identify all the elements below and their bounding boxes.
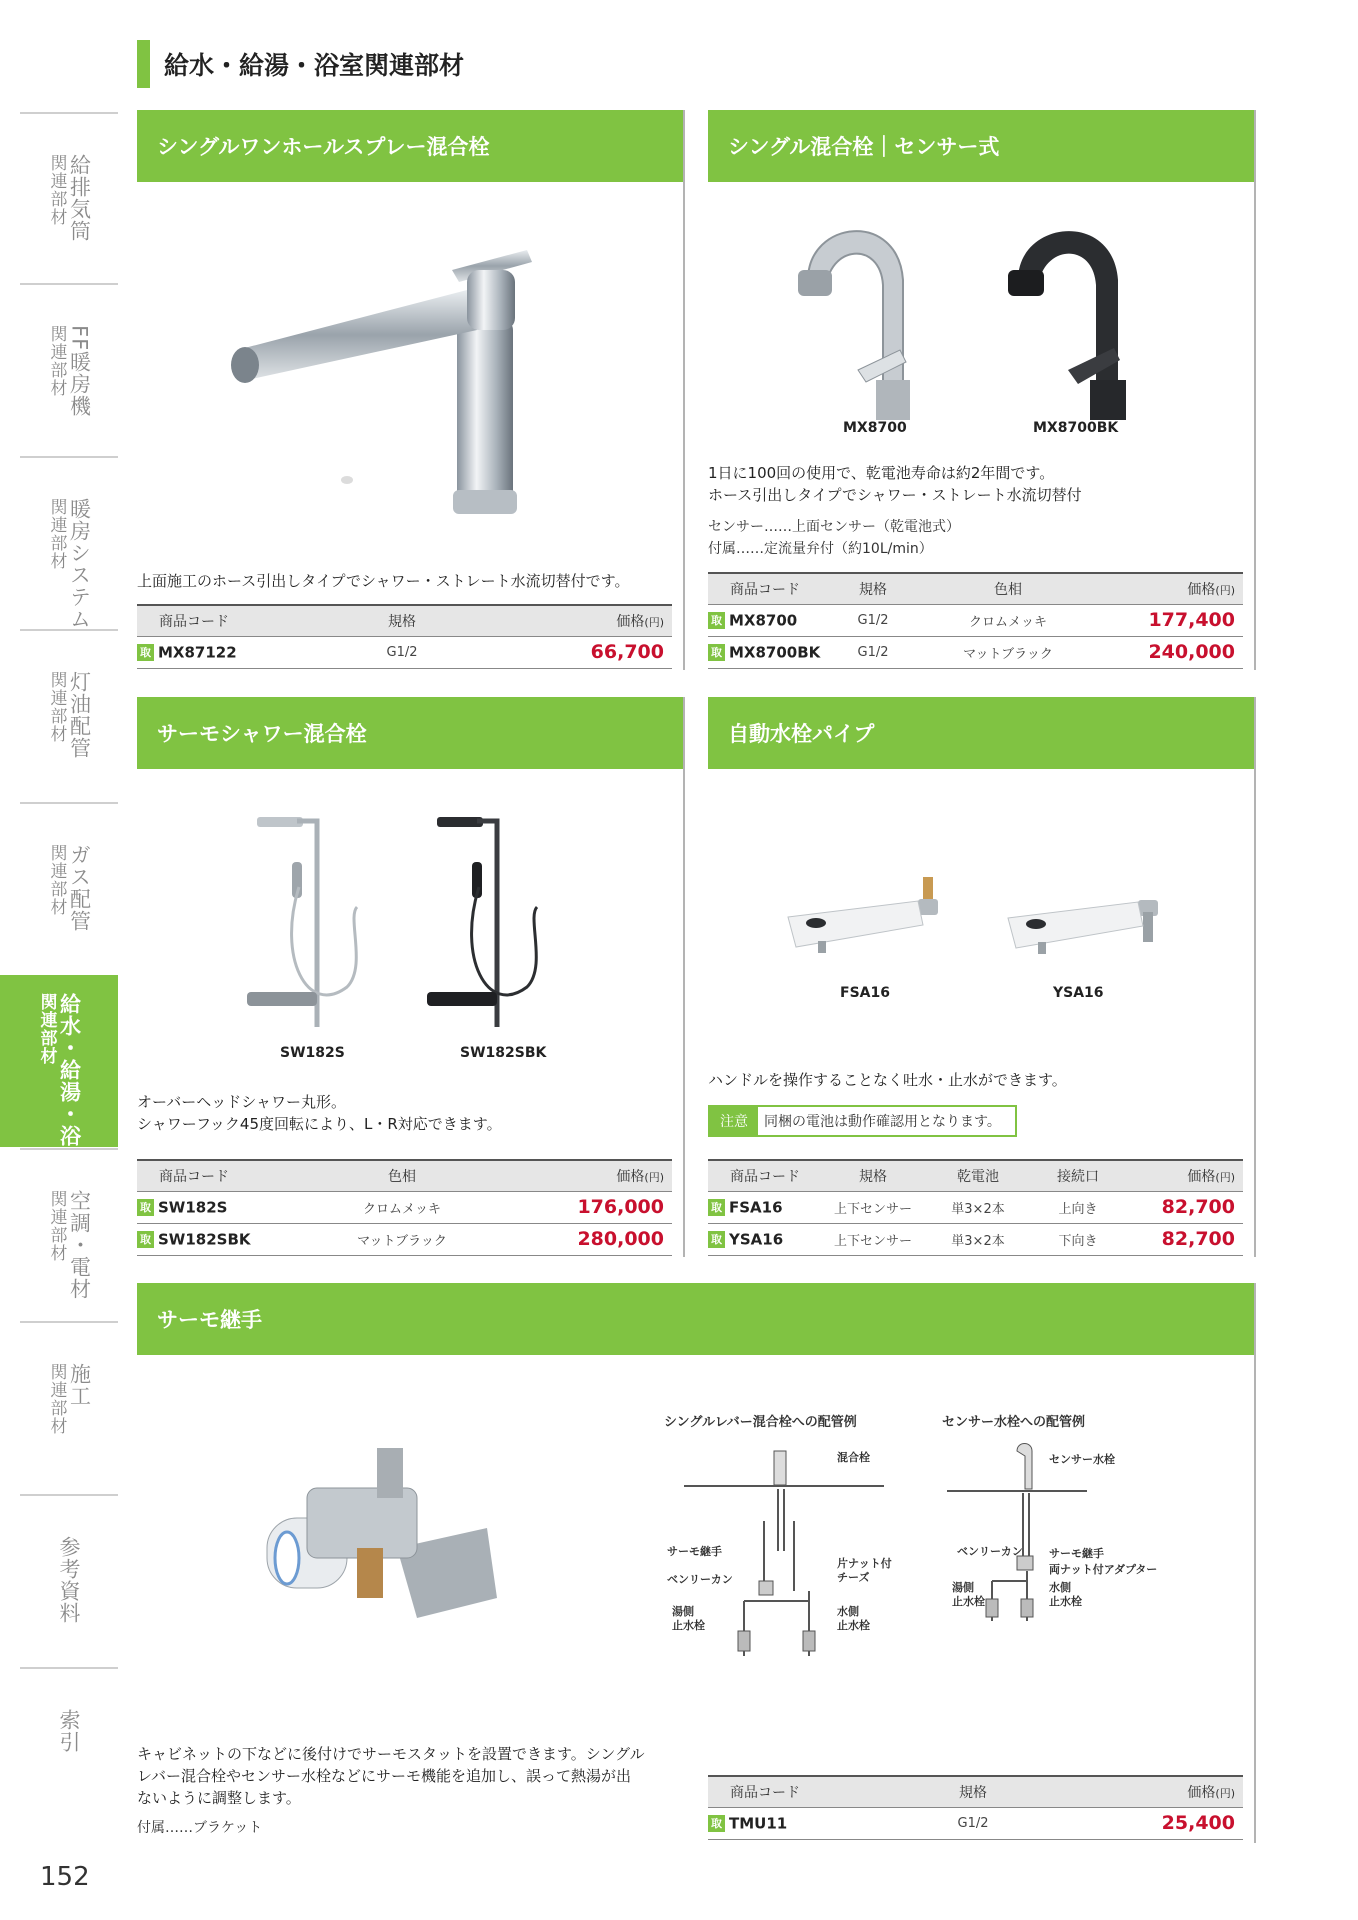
- product-description: 1日に100回の使用で、乾電池寿命は約2年間です。 ホース引出しタイプでシャワー・ストレート水流切替付: [708, 464, 1082, 504]
- faucet-black-photo: [998, 200, 1148, 420]
- tori-badge: 取: [708, 1199, 725, 1216]
- tori-badge: 取: [137, 1199, 154, 1216]
- shower-black-photo: [427, 807, 567, 1037]
- page-number: 152: [40, 1862, 90, 1892]
- model-label: SW182S: [280, 1045, 345, 1061]
- table-row[interactable]: [708, 636, 1243, 668]
- side-nav-sublabel: 関連部材: [46, 325, 67, 397]
- model-label: FSA16: [840, 985, 890, 1001]
- product-code: 取 YSA16: [708, 1223, 818, 1255]
- model-label: MX8700BK: [1033, 420, 1119, 436]
- diagram-label: 水側 止水栓: [1049, 1581, 1082, 1608]
- panel-title: 自動水栓パイプ: [708, 697, 1254, 769]
- side-nav-sublabel: 関連部材: [46, 844, 67, 916]
- product-code: 取 SW182SBK: [137, 1223, 307, 1255]
- product-price: 240,000: [1108, 636, 1243, 668]
- tori-badge: 取: [708, 1815, 725, 1832]
- notice-box: [708, 1105, 1017, 1137]
- side-nav-label: 暖房システム: [67, 498, 92, 630]
- panel-auto-pipe: [708, 697, 1256, 1257]
- model-label: MX8700: [843, 420, 907, 436]
- product-port: 下向き: [1028, 1223, 1128, 1255]
- product-color: マットブラック: [908, 636, 1108, 668]
- faucet-chrome-photo: [788, 200, 928, 420]
- pipe-ysa16-photo: [998, 882, 1168, 957]
- header-port: 接続口: [1028, 1160, 1128, 1191]
- spec-table: [708, 572, 1243, 669]
- spec-table: [137, 1159, 672, 1256]
- product-code: 取 MX8700: [708, 604, 838, 636]
- diagram-label: サーモ継手: [667, 1545, 722, 1558]
- panel-title: サーモ継手: [137, 1283, 1254, 1355]
- header-code: 商品コード: [708, 573, 838, 604]
- side-nav-label: 給排気筒: [67, 154, 92, 242]
- product-price: 82,700: [1128, 1223, 1243, 1255]
- spec-table: [137, 604, 672, 669]
- header-code: 商品コード: [137, 1160, 307, 1191]
- side-nav-item-index[interactable]: [20, 1667, 118, 1787]
- panel-single-one-hole: [137, 110, 685, 670]
- product-spec: 上下センサー: [818, 1191, 928, 1223]
- product-spec: G1/2: [838, 604, 908, 636]
- table-header-row: [708, 1160, 1243, 1191]
- page-header: [137, 40, 464, 88]
- product-price: 176,000: [497, 1191, 672, 1223]
- header-price: 価格(円): [497, 1160, 672, 1191]
- side-nav-sublabel: 関連部材: [46, 1190, 67, 1262]
- header-code: 商品コード: [708, 1160, 818, 1191]
- thermo-joint-photo: [247, 1448, 507, 1628]
- diagram-label: 水側 止水栓: [837, 1605, 870, 1632]
- panel-thermo-shower: [137, 697, 685, 1257]
- side-nav-item-ff-heater[interactable]: [20, 283, 118, 455]
- header-price: 価格(円): [1128, 1160, 1243, 1191]
- shower-chrome-photo: [247, 807, 387, 1037]
- side-nav-label: 参考資料: [57, 1536, 81, 1624]
- product-port: 上向き: [1028, 1191, 1128, 1223]
- diagram-label: 湯側 止水栓: [672, 1605, 705, 1632]
- product-spec: G1/2: [878, 1807, 1068, 1839]
- diagram-label: 両ナット付アダプター: [1049, 1563, 1158, 1576]
- table-header-row: [137, 605, 672, 636]
- header-spec: 規格: [307, 605, 497, 636]
- side-nav-item-reference[interactable]: [20, 1494, 118, 1666]
- diagram-title: シングルレバー混合栓への配管例: [664, 1415, 857, 1430]
- pipe-fsa16-photo: [778, 877, 948, 957]
- table-row[interactable]: [137, 636, 672, 668]
- product-price: 177,400: [1108, 604, 1243, 636]
- header-price: 価格(円): [1068, 1776, 1243, 1807]
- page-title: 給水・給湯・浴室関連部材: [164, 51, 465, 80]
- product-price: 82,700: [1128, 1191, 1243, 1223]
- tori-badge: 取: [137, 1231, 154, 1248]
- table-row[interactable]: [708, 1191, 1243, 1223]
- header-spec: 規格: [838, 573, 908, 604]
- header-code: 商品コード: [708, 1776, 878, 1807]
- header-spec: 規格: [818, 1160, 928, 1191]
- header-price: 価格(円): [1108, 573, 1243, 604]
- spec-table: [708, 1775, 1243, 1840]
- product-color: マットブラック: [307, 1223, 497, 1255]
- side-nav-sublabel: 関連部材: [46, 498, 67, 570]
- tori-badge: 取: [708, 1231, 725, 1248]
- diagram-label: ベンリーカン: [667, 1573, 733, 1586]
- side-nav-item-kerosene[interactable]: [20, 629, 118, 801]
- header-color: 色相: [307, 1160, 497, 1191]
- product-description: ハンドルを操作することなく吐水・止水ができます。: [708, 1071, 1067, 1089]
- notice-text: 同梱の電池は動作確認用となります。: [764, 1114, 1001, 1130]
- side-nav-item-heating-system[interactable]: [20, 456, 118, 628]
- tori-badge: 取: [137, 644, 154, 661]
- product-price: 25,400: [1068, 1807, 1243, 1839]
- model-label: YSA16: [1053, 985, 1104, 1001]
- panel-title: シングルワンホールスプレー混合栓: [137, 110, 683, 182]
- side-nav-item-gas[interactable]: [20, 802, 118, 974]
- side-nav-sublabel: 関連部材: [46, 1363, 67, 1435]
- product-code: 取 MX87122: [137, 636, 307, 668]
- side-nav-item-aircon[interactable]: [20, 1148, 118, 1320]
- tori-badge: 取: [708, 644, 725, 661]
- side-nav-label: ガス配管: [67, 844, 92, 932]
- side-nav-item-water-active[interactable]: [0, 975, 118, 1169]
- side-nav-item-exhaust[interactable]: [20, 112, 118, 282]
- table-row[interactable]: [137, 1223, 672, 1255]
- product-description: 上面施工のホース引出しタイプでシャワー・ストレート水流切替付です。: [137, 572, 630, 590]
- product-spec: G1/2: [307, 636, 497, 668]
- product-code: 取 SW182S: [137, 1191, 307, 1223]
- tori-badge: 取: [708, 612, 725, 629]
- side-nav-label: 給水・給湯・浴室: [57, 993, 82, 1169]
- product-price: 66,700: [497, 636, 672, 668]
- table-header-row: [137, 1160, 672, 1191]
- side-nav-sublabel: 関連部材: [46, 154, 67, 226]
- header-battery: 乾電池: [928, 1160, 1028, 1191]
- panel-title: サーモシャワー混合栓: [137, 697, 683, 769]
- side-nav-label: 施工: [67, 1363, 92, 1407]
- product-details: センサー……上面センサー（乾電池式） 付属……定流量弁付（約10L/min）: [708, 519, 960, 557]
- diagram-label: センサー水栓: [1049, 1453, 1115, 1466]
- side-nav-label: 空調・電材: [67, 1190, 92, 1300]
- side-nav-sublabel: 関連部材: [46, 671, 67, 743]
- table-row[interactable]: [137, 1191, 672, 1223]
- product-description: オーバーヘッドシャワー丸形。 シャワーフック45度回転により、L・R対応できます。: [137, 1093, 502, 1133]
- header-accent-bar: [137, 40, 150, 88]
- model-label: SW182SBK: [460, 1045, 547, 1061]
- product-description: キャビネットの下などに後付けでサーモスタットを設置できます。シングル レバー混合栓やセンサー水栓などにサーモ機能を追加し、誤って熱湯が出 ないように調整します。: [137, 1745, 645, 1807]
- diagram-label: ベンリーカン: [957, 1545, 1023, 1558]
- table-header-row: [708, 573, 1243, 604]
- table-row[interactable]: [708, 1223, 1243, 1255]
- product-battery: 単3×2本: [928, 1223, 1028, 1255]
- side-nav-label: 灯油配管: [67, 671, 92, 759]
- product-color: クロムメッキ: [908, 604, 1108, 636]
- header-color: 色相: [908, 573, 1108, 604]
- spec-table: [708, 1159, 1243, 1256]
- diagram-label: サーモ継手: [1049, 1547, 1104, 1560]
- product-price: 280,000: [497, 1223, 672, 1255]
- product-spec: 上下センサー: [818, 1223, 928, 1255]
- product-spec: G1/2: [838, 636, 908, 668]
- side-nav-label: FF暖房機: [67, 325, 92, 418]
- header-spec: 規格: [878, 1776, 1068, 1807]
- header-price: 価格(円): [497, 605, 672, 636]
- diagram-title: センサー水栓への配管例: [942, 1415, 1086, 1430]
- side-nav-sublabel: 関連部材: [36, 993, 57, 1065]
- side-nav-label: 索引: [57, 1709, 81, 1753]
- panel-thermo-joint: [137, 1283, 1256, 1843]
- side-navigation: [0, 0, 120, 1920]
- diagram-label: 混合栓: [837, 1451, 870, 1464]
- table-row[interactable]: [708, 1807, 1243, 1839]
- side-nav-item-construction[interactable]: [20, 1321, 118, 1493]
- product-battery: 単3×2本: [928, 1191, 1028, 1223]
- product-code: 取 TMU11: [708, 1807, 878, 1839]
- product-color: クロムメッキ: [307, 1191, 497, 1223]
- diagram-label: 湯側 止水栓: [952, 1581, 985, 1608]
- panel-title: シングル混合栓｜センサー式: [708, 110, 1254, 182]
- product-accessory: 付属……ブラケット: [137, 1820, 263, 1836]
- product-code: 取 MX8700BK: [708, 636, 838, 668]
- panel-sensor-faucet: [708, 110, 1256, 670]
- product-code: 取 FSA16: [708, 1191, 818, 1223]
- diagram-label: 片ナット付 チーズ: [837, 1557, 892, 1584]
- table-header-row: [708, 1776, 1243, 1807]
- table-row[interactable]: [708, 604, 1243, 636]
- faucet-photo: [227, 210, 587, 570]
- notice-tag: 注意: [710, 1107, 758, 1135]
- header-code: 商品コード: [137, 605, 307, 636]
